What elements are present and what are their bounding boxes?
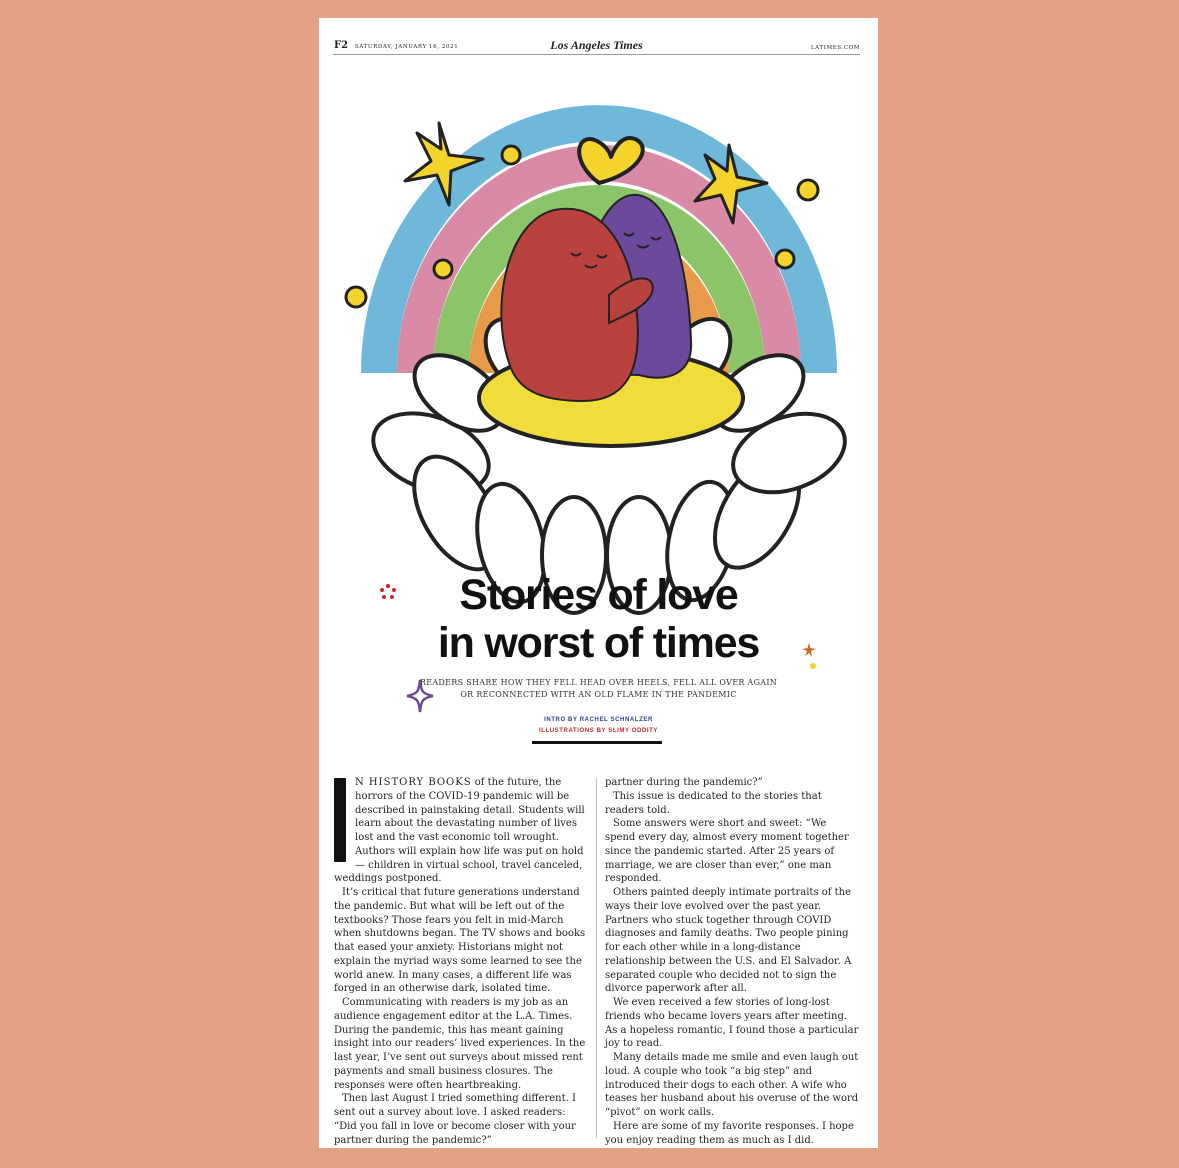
article-paragraph-continued: partner during the pandemic?” xyxy=(605,777,763,788)
article-paragraph: Others painted deeply intimate portraits of the ways their love evolved over the past year. Partners who stuck together through COVID diagnoses and family deaths. Two people pining for each other while in a long-distance relationship between the U.S. and El Salvador. A separated couple who decided not to sign the divorce paperwork after all. xyxy=(605,887,852,995)
column-divider xyxy=(596,778,597,1138)
deck-line-1: READERS SHARE HOW THEY FELL HEAD OVER HEELS, FELL ALL OVER AGAIN xyxy=(419,678,778,687)
dot-icon xyxy=(502,146,520,164)
website: LATIMES.COM xyxy=(810,45,860,51)
red-sparkle-icon xyxy=(379,583,397,601)
intro-credit: INTRO BY RACHEL SCHNALZER xyxy=(544,717,653,723)
headline-line-1: Stories of love xyxy=(459,571,738,619)
article-paragraph: Then last August I tried something different. I sent out a survey about love. I asked readers: “Did you fall in love or become closer with your partner during the pandemic?” xyxy=(334,1093,576,1146)
article-paragraph: It’s critical that future generations understand the pandemic. But what will be left out of the textbooks? Those fears you felt in mid-March when shutdowns began. The TV shows and books that eased your anxiety. Historians might not explain the myriad ways some learned to see the world anew. In many cases, a different life was forged in an otherwise dark, isolated time. xyxy=(334,887,586,995)
article-paragraph: Communicating with readers is my job as an audience engagement editor at the L.A. Times. During the pandemic, this has meant gaining insight into our readers’ lived experiences. In the last year, I’ve sent out surveys about missed rent payments and small business closures. The responses were often heartbreaking. xyxy=(334,997,586,1091)
drop-cap xyxy=(334,778,346,862)
dot-icon xyxy=(798,180,818,200)
headline xyxy=(319,571,878,667)
newspaper-page xyxy=(319,18,878,1148)
deck-line-2: OR RECONNECTED WITH AN OLD FLAME IN THE PANDEMIC xyxy=(460,690,737,699)
paper-name: Los Angeles Times xyxy=(550,38,643,52)
page-number: F2 xyxy=(334,40,349,51)
article-paragraph: Many details made me smile and even laugh out loud. A couple who took “a big step” and introduced their dogs to each other. A wife who teases her husband about his overuse of the word “pivot” on work calls. xyxy=(605,1052,859,1118)
dot-icon xyxy=(434,260,452,278)
deck xyxy=(379,677,818,701)
issue-date: SATURDAY, JANUARY 16, 2021 xyxy=(355,44,459,50)
article-column-1 xyxy=(334,776,586,1146)
lead-in: N HISTORY BOOKS xyxy=(355,777,472,788)
illustration-credit: ILLUSTRATIONS BY SLIMY ODDITY xyxy=(538,728,659,734)
article-paragraph: This issue is dedicated to the stories that readers told. xyxy=(605,790,822,816)
dot-icon xyxy=(776,250,794,268)
dot-icon xyxy=(346,287,366,307)
article-paragraph: Here are some of my favorite responses. I hope you enjoy reading them as much as I did. xyxy=(605,1120,854,1146)
headline-line-2: in worst of times xyxy=(437,619,760,667)
orange-star-icon xyxy=(801,642,817,658)
article-column-2 xyxy=(605,776,859,1147)
masthead xyxy=(333,38,860,55)
article-paragraph: N HISTORY BOOKS of the future, the horrors of the COVID-19 pandemic will be described in painstaking detail. Students will learn about the devastating number of lives lost and the vast economic toll wrought. Authors will explain how life was put on hold — children in virtual school, travel canceled, weddings postponed. xyxy=(334,777,585,885)
article-paragraph: We even received a few stories of long-lost friends who became lovers years after meeting. As a hopeless romantic, I found those a particular joy to read. xyxy=(605,997,859,1050)
yellow-dot-icon xyxy=(809,662,817,670)
rainbow-flower-illustration xyxy=(339,73,859,593)
article-paragraph: Some answers were short and sweet: “We spend every day, almost every moment together since the pandemic started. After 25 years of marriage, we are closer than ever,” one man responded. xyxy=(605,818,849,885)
credit-rule xyxy=(532,741,662,744)
